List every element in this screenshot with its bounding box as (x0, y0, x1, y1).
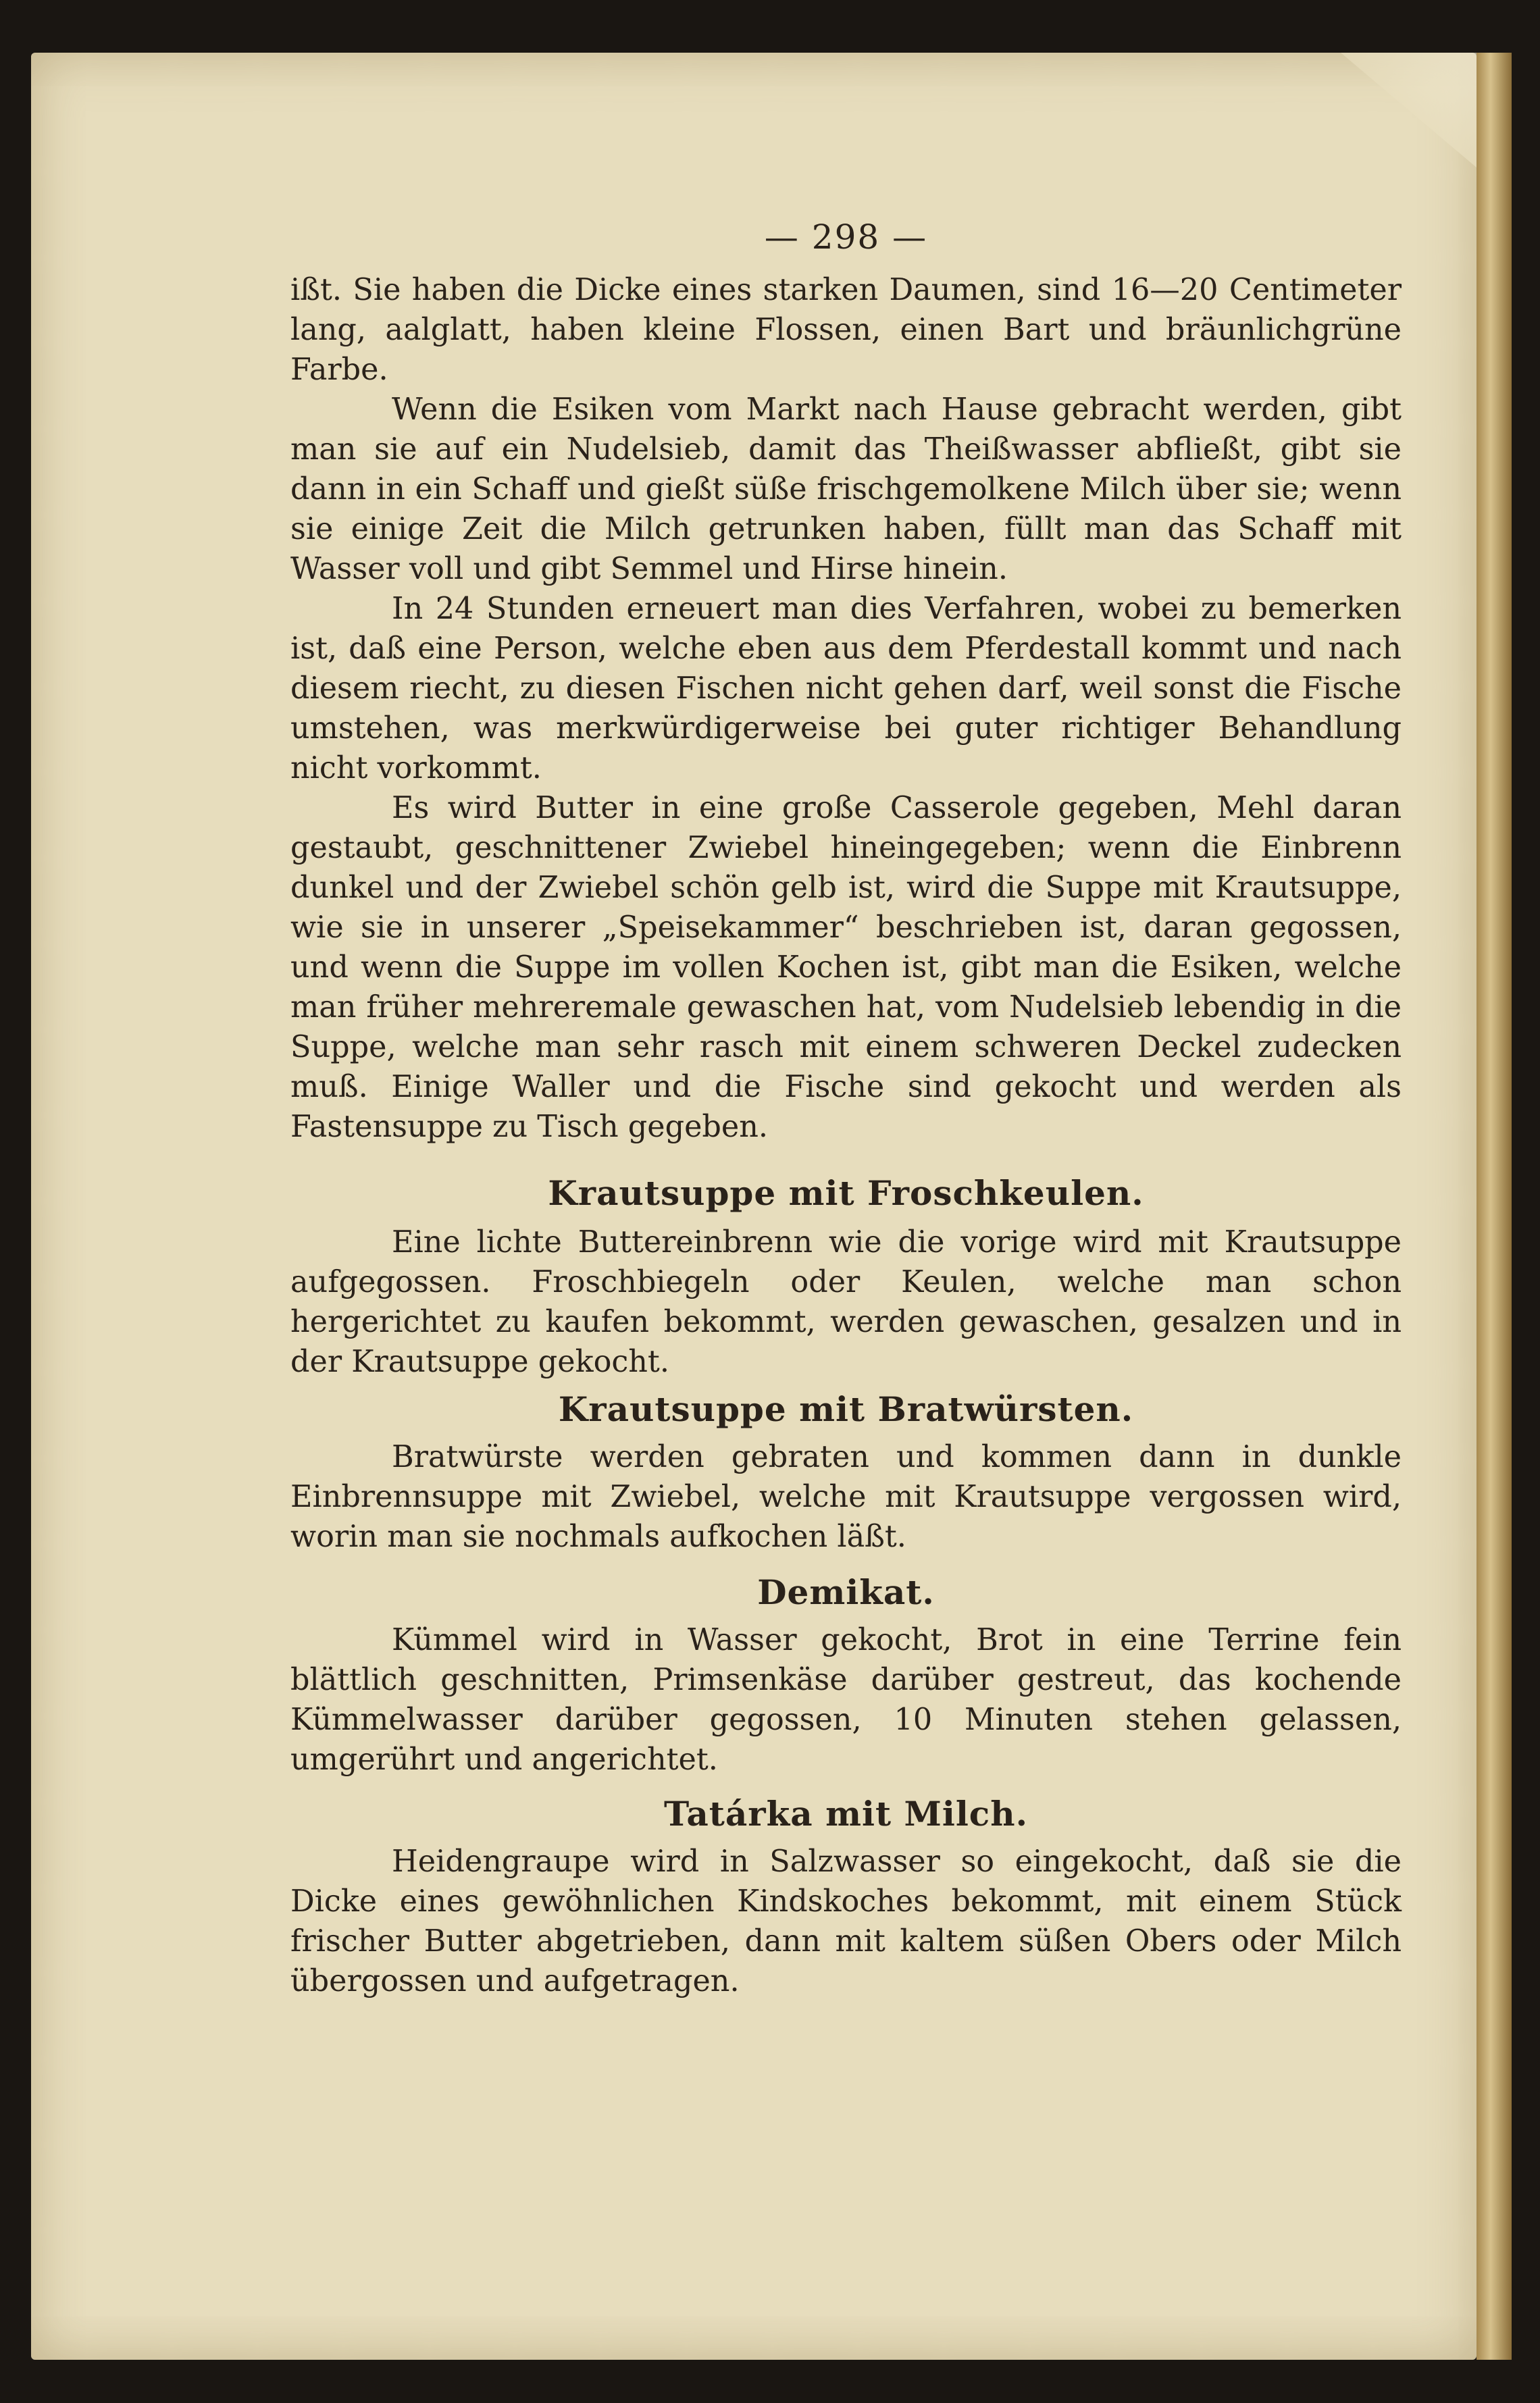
paragraph: Es wird Butter in eine große Casserole gegeben, Mehl daran gestaubt, geschnittener Zwiebel hineingegeben; wenn die Einbrenn dunkel und der Zwiebel schön gelb ist, wird die Suppe mit Krautsuppe, wie sie in unserer „Speisekammer“ beschrieben ist, daran gegossen, und wenn die Suppe im vollen Kochen ist, gibt man die Esiken, welche man früher mehreremale gewaschen hat, vom Nudelsieb lebendig in die Suppe, welche man sehr rasch mit einem schweren Deckel zudecken muß. Einige Waller und die Fische sind gekocht und werden als Fastensuppe zu Tisch gegeben. (290, 791, 1402, 1144)
recipe-heading: Tatárka mit Milch. (663, 1794, 1029, 1834)
paragraph-continuation: ißt. Sie haben die Dicke eines starken Daumen, sind 16—20 Centimeter lang, aalglatt, haben kleine Flossen, einen Bart und bräunlichgrüne Farbe. (290, 273, 1402, 387)
book-spine (1477, 53, 1512, 2360)
page-content (290, 203, 1402, 2001)
paragraph: Eine lichte Buttereinbrenn wie die vorige wird mit Krautsuppe aufgegossen. Froschbiegeln oder Keulen, welche man schon hergerichtet zu kaufen bekommt, werden gewaschen, gesalzen und in der Krautsuppe gekocht. (290, 1225, 1402, 1379)
paragraph: Kümmel wird in Wasser gekocht, Brot in eine Terrine fein blättlich geschnitten, Primsenkäse darüber gestreut, das kochende Kümmelwasser darüber gegossen, 10 Minuten stehen gelassen, umgerührt und angerichtet. (290, 1623, 1402, 1777)
recipe-heading: Demikat. (757, 1572, 935, 1612)
recipe-heading: Krautsuppe mit Bratwürsten. (558, 1389, 1134, 1429)
paragraph: Heidengraupe wird in Salzwasser so eingekocht, daß sie die Dicke eines gewöhnlichen Kindskoches bekommt, mit einem Stück frischer Butter abgetrieben, dann mit kaltem süßen Obers oder Milch übergossen und aufgetragen. (290, 1844, 1402, 1998)
paragraph: Bratwürste werden gebraten und kommen dann in dunkle Einbrennsuppe mit Zwiebel, welche mit Krautsuppe vergossen wird, worin man sie nochmals aufkochen läßt. (290, 1440, 1402, 1554)
paragraph: Wenn die Esiken vom Markt nach Hause gebracht werden, gibt man sie auf ein Nudelsieb, damit das Theißwasser abfließt, gibt sie dann in ein Schaff und gießt süße frischgemolkene Milch über sie; wenn sie einige Zeit die Milch getrunken haben, füllt man das Schaff mit Wasser voll und gibt Semmel und Hirse hinein. (290, 392, 1402, 586)
page-number: — 298 — (764, 217, 928, 257)
recipe-heading: Krautsuppe mit Froschkeulen. (548, 1173, 1144, 1213)
paragraph: In 24 Stunden erneuert man dies Verfahren, wobei zu bemerken ist, daß eine Person, welche eben aus dem Pferdestall kommt und nach diesem riecht, zu diesen Fischen nicht gehen darf, weil sonst die Fische umstehen, was merkwürdigerweise bei guter richtiger Behandlung nicht vorkommt. (290, 592, 1402, 785)
